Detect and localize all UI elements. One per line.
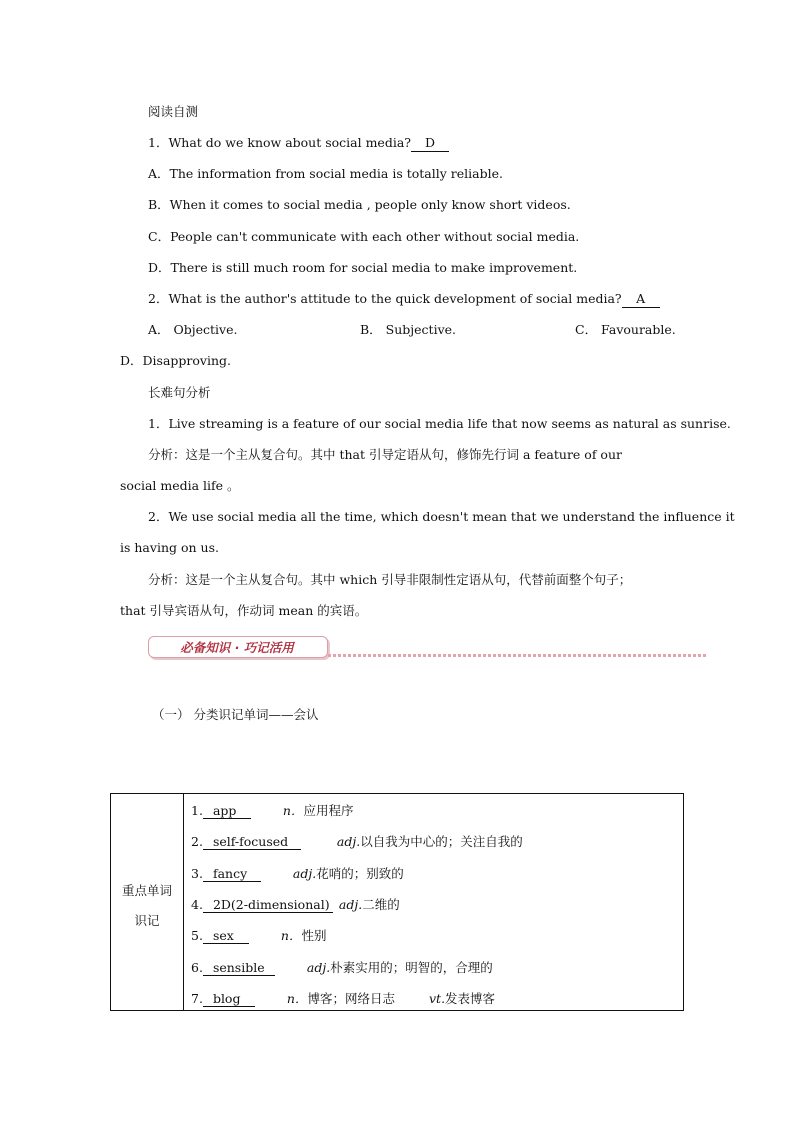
vocab-word: sex	[203, 928, 249, 944]
question-2-text: 2．What is the author's attitude to the quick development of social media?	[148, 291, 622, 306]
question-2-answer: A	[622, 291, 660, 308]
sentence-2: 2．We use social media all the time, which doesn't mean that we understand the influence it	[148, 509, 735, 524]
vocab-meaning: 性别	[301, 928, 327, 943]
vocab-pos: adj.	[338, 897, 363, 912]
vocab-meaning: 花哨的；别致的	[316, 866, 404, 881]
vocab-num: 6.	[191, 960, 203, 975]
sentence-1: 1．Live streaming is a feature of our social media life that now seems as natural as sunrise.	[148, 416, 731, 431]
vocab-word: self-focused	[203, 834, 301, 850]
question-1-option-b: B．When it comes to social media , people only know short videos.	[148, 197, 571, 212]
vocab-word: 2D(2-dimensional)	[203, 897, 333, 913]
vocab-pos: adj.	[292, 866, 317, 881]
vocab-meaning: 二维的	[362, 897, 400, 912]
sentence-2-analysis-cont: that 引导宾语从句，作动词 mean 的宾语。	[120, 603, 368, 618]
vocab-row	[191, 989, 495, 1007]
vocab-table-header: 重点单词识记	[121, 883, 172, 928]
vocab-row	[191, 926, 327, 944]
sentence-1-analysis-cont: social media life 。	[120, 478, 240, 493]
vocab-meaning: 以自我为中心的；关注自我的	[360, 834, 523, 849]
banner-divider	[328, 654, 708, 657]
vocab-pos: adj.	[306, 960, 331, 975]
vocab-num: 7.	[191, 991, 203, 1006]
vocab-row	[191, 895, 400, 913]
sentence-2-analysis: 分析：这是一个主从复合句。其中 which 引导非限制性定语从句，代替前面整个句子；	[148, 572, 632, 587]
vocab-row	[191, 864, 404, 882]
vocab-row	[191, 958, 493, 976]
vocab-pos: n．	[282, 803, 304, 818]
question-2-option-d: D．Disapproving.	[120, 353, 231, 368]
vocab-row	[191, 801, 354, 819]
vocab-meaning: 朴素实用的；明智的，合理的	[330, 960, 493, 975]
vocab-meaning: 应用程序	[303, 803, 354, 818]
sentence-1-analysis: 分析：这是一个主从复合句。其中 that 引导定语从句，修饰先行词 a feature of our	[148, 447, 622, 462]
vocab-num: 2.	[191, 834, 203, 849]
vocab-word: app	[203, 803, 251, 819]
question-2-option-c: C． Favourable.	[575, 322, 676, 337]
sentence-analysis-heading: 长难句分析	[148, 385, 211, 400]
section-banner	[148, 636, 708, 662]
vocab-meaning: 博客；网络日志	[307, 991, 395, 1006]
vocab-pos: n．	[286, 991, 308, 1006]
vocab-num: 4.	[191, 897, 203, 912]
vocab-row	[191, 832, 523, 850]
question-1-option-d: D．There is still much room for social media to make improvement.	[148, 260, 578, 275]
sentence-2-cont: is having on us.	[120, 540, 219, 555]
vocab-pos: adj.	[336, 834, 361, 849]
vocab-num: 3.	[191, 866, 203, 881]
question-1-option-c: C．People can't communicate with each other without social media.	[148, 229, 580, 244]
question-2-option-a: A． Objective.	[148, 322, 238, 337]
vocab-pos-2: vt.	[428, 991, 446, 1006]
vocab-word: sensible	[203, 960, 275, 976]
question-1-option-a: A．The information from social media is totally reliable.	[148, 166, 503, 181]
vocab-word: fancy	[203, 866, 261, 882]
vocab-pos: n．	[280, 928, 302, 943]
section-label: （一） 分类识记单词——会认	[152, 707, 319, 722]
vocab-table	[110, 793, 684, 1011]
reading-check-heading: 阅读自测	[148, 104, 199, 119]
question-1-text: 1．What do we know about social media?	[148, 135, 411, 150]
question-2-option-b: B． Subjective.	[360, 322, 457, 337]
vocab-word: blog	[203, 991, 255, 1007]
question-1	[148, 135, 449, 152]
vocab-num: 1.	[191, 803, 203, 818]
question-1-answer: D	[411, 135, 449, 152]
vocab-meaning-2: 发表博客	[445, 991, 496, 1006]
vocab-num: 5.	[191, 928, 203, 943]
question-2	[148, 291, 660, 308]
vocab-table-header-cell	[111, 794, 184, 1010]
banner-title: 必备知识 · 巧记活用	[180, 640, 294, 655]
